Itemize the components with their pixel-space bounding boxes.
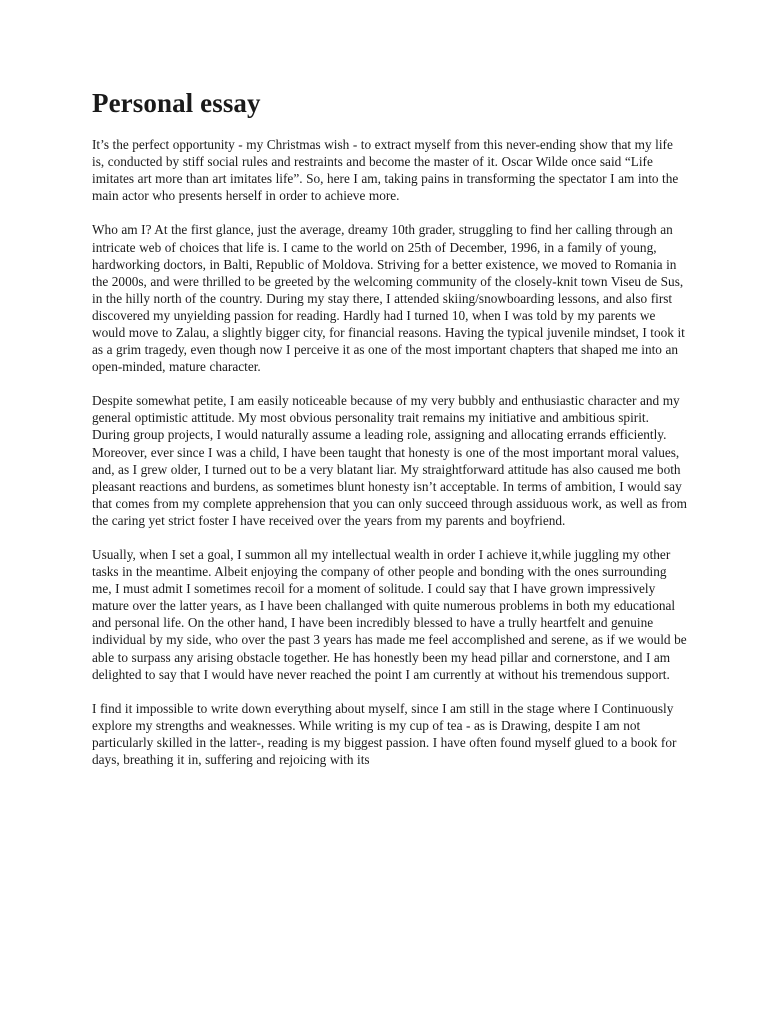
page-title: Personal essay	[92, 88, 261, 118]
paragraph-intro: It’s the perfect opportunity - my Christmas wish - to extract myself from this never-ending show that my life is, conducted by stiff social rules and restraints and become the master of it. Oscar Wilde once said “Life imitates art more than art imitates life”. So, here I am, taking pains in transforming the spectator I am into the main actor who presents herself in order to achieve more.	[92, 137, 679, 204]
paragraph-goals: Usually, when I set a goal, I summon all my intellectual wealth in order I achieve it,while juggling my other tasks in the meantime. Albeit enjoying the company of other people and bonding with the ones surrounding me, I must admit I sometimes recoil for a moment of solitude. I could say that I have grown impressively mature over the latter years, as I have been challanged with quite numerous problems in both my educational and personal life. On the other hand, I have been incredibly blessed to have a trully heartfelt and genuine individual by my side, who over the past 3 years has made me feel accomplished and serene, as if we would be able to surpass any arising obstacle together. He has honestly been my head pillar and cornerstone, and I am delighted to say that I would have never reached the point I am currently at without his tremendous support.	[92, 547, 687, 682]
paragraph-who-am-i: Who am I? At the first glance, just the average, dreamy 10th grader, struggling to find her calling through an intricate web of choices that life is. I came to the world on 25th of December, 1996, in a family of young, hardworking doctors, in Balti, Republic of Moldova. Striving for a better existence, we moved to Romania in the 2000s, and were thrilled to be greeted by the welcoming community of the closely-knit town Viseu de Sus, in the hilly north of the country. During my stay there, I attended skiing/snowboarding lessons, and also first discovered my unyielding passion for reading. Hardly had I turned 10, when I was told by my parents we would move to Zalau, a slightly bigger city, for financial reasons. Having the typical juvenile mindset, I took it as a grim tragedy, even though now I perceive it as one of the most important chapters that shaped me into an open-minded, mature character.	[92, 222, 685, 375]
paragraph-passions: I find it impossible to write down everything about myself, since I am still in the stage where I Continuously explore my strengths and weaknesses. While writing is my cup of tea - as is Drawing, despite I am not particularly skilled in the latter-, reading is my biggest passion. I have often found myself glued to a book for days, breathing it in, suffering and rejoicing with its	[92, 700, 677, 768]
essay-page	[92, 88, 688, 785]
paragraph-personality: Despite somewhat petite, I am easily noticeable because of my very bubbly and enthusiastic character and my general optimistic attitude. My most obvious personality trait remains my initiative and ambitious spirit. During group projects, I would naturally assume a leading role, assigning and allocating errands efficiently. Moreover, ever since I was a child, I have been taught that honesty is one of the most important moral values, and, as I grew older, I turned out to be a very blatant liar. My straightforward attitude has also caused me both pleasant reactions and burdens, as sometimes blunt honesty isn’t acceptable. In terms of ambition, I would say that comes from my complete apprehension that you can only succeed through assiduous work, as well as from the caring yet strict foster I have received over the years from my parents and boyfriend.	[92, 393, 687, 528]
